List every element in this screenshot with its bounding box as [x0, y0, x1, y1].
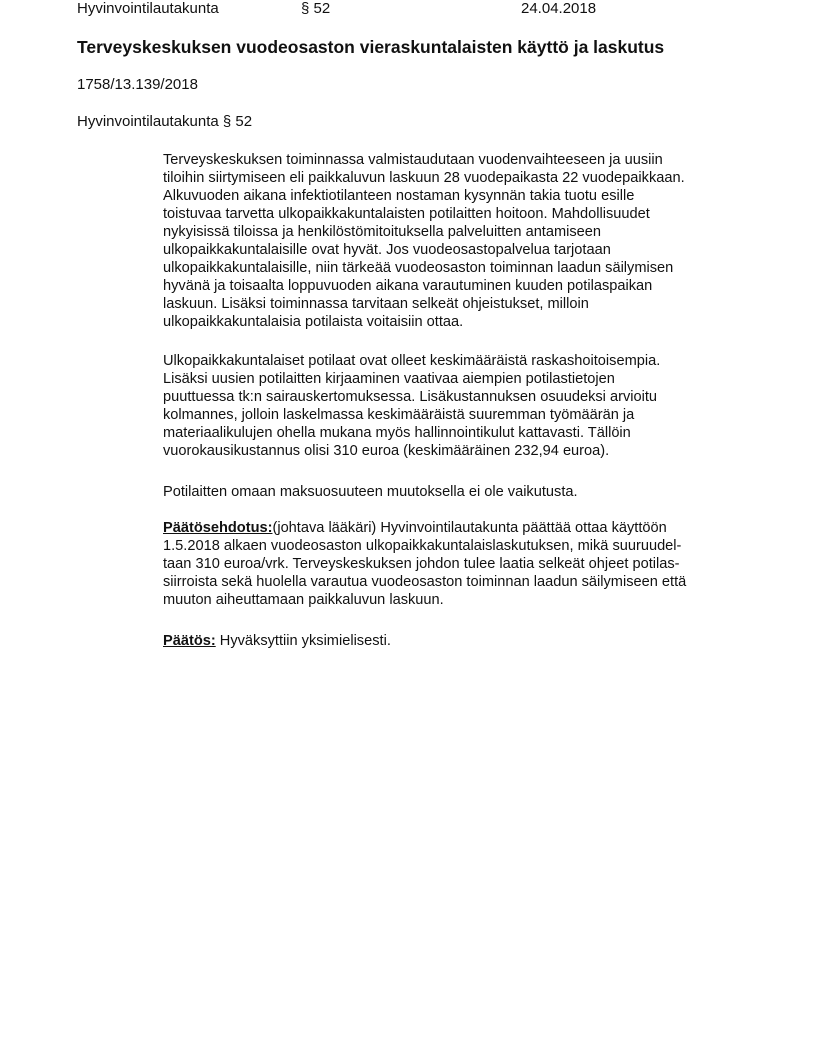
proposal-text: (johtava lääkäri) Hyvinvointilautakunta päättää ottaa käyttöön: [272, 520, 667, 536]
text-line: kolmannes, jolloin laskelmassa keskimääräistä suuremman työmäärän ja: [163, 407, 635, 423]
proposal-label: Päätösehdotus:: [163, 520, 273, 536]
text-line: vuorokausikustannus olisi 310 euroa (keskimääräinen 232,94 euroa).: [163, 443, 610, 459]
decision-paragraph: [163, 632, 391, 650]
paragraph-3: [163, 483, 578, 501]
reference-number: 1758/13.139/2018: [77, 76, 198, 93]
text-line: ulkopaikkakuntalaisia potilaista voitaisiin ottaa.: [163, 314, 464, 330]
text-line: tiloihin siirtymiseen eli paikkaluvun laskuun 28 vuodepaikasta 22 vuodepaikkaan.: [163, 170, 685, 186]
paragraph-2: [163, 352, 660, 460]
text-line: Ulkopaikkakuntalaiset potilaat ovat olleet keskimääräistä raskashoitoisempia.: [163, 353, 661, 369]
text-line: ulkopaikkakuntalaisille, niin tärkeää vuodeosaston toiminnan laadun säilymisen: [163, 260, 674, 276]
text-line: hyvänä ja toisaalta loppuvuoden aikana varautuminen kuuden potilaspaikan: [163, 278, 653, 294]
text-line: Potilaitten omaan maksuosuuteen muutoksella ei ole vaikutusta.: [163, 484, 578, 500]
text-line: Alkuvuoden aikana infektiotilanteen nostaman kysynnän takia tuotu esille: [163, 188, 635, 204]
decision-text: Hyväksyttiin yksimielisesti.: [215, 633, 391, 649]
header-committee: Hyvinvointilautakunta: [77, 0, 219, 17]
text-line: puuttuessa tk:n sairauskertomuksessa. Lisäkustannuksen osuudeksi arvioitu: [163, 389, 658, 405]
text-line: nykyisissä tiloissa ja henkilöstömitoituksella palveluitten antamiseen: [163, 224, 602, 240]
text-line: toistuvaa tarvetta ulkopaikkakuntalaisten potilaitten hoitoon. Mahdollisuudet: [163, 206, 650, 222]
text-line: Lisäksi uusien potilaitten kirjaaminen vaativaa aiempien potilastietojen: [163, 371, 615, 387]
header-section: § 52: [301, 0, 331, 17]
text-line: taan 310 euroa/vrk. Terveyskeskuksen johdon tulee laatia selkeät ohjeet potilas-: [163, 556, 680, 572]
text-line: muuton aiheuttamaan paikkaluvun laskuun.: [163, 592, 444, 608]
decision-label: Päätös:: [163, 633, 216, 649]
text-line: laskuun. Lisäksi toiminnassa tarvitaan selkeät ohjeistukset, milloin: [163, 296, 589, 312]
text-line: Terveyskeskuksen toiminnassa valmistaudutaan vuodenvaihteeseen ja uusiin: [163, 152, 663, 168]
text-line: siirroista sekä huolella varautua vuodeosaston toiminnan laadun säilymiseen että: [163, 574, 687, 590]
text-line: materiaalikulujen ohella mukana myös hallinnointikulut kattavasti. Tällöin: [163, 425, 631, 441]
text-line: 1.5.2018 alkaen vuodeosaston ulkopaikkakuntalaislaskutuksen, mikä suuruudel-: [163, 538, 682, 554]
proposal-paragraph: [163, 519, 686, 609]
header-date: 24.04.2018: [521, 0, 597, 17]
text-line: [163, 519, 686, 537]
text-line: ulkopaikkakuntalaisille ovat hyvät. Jos vuodeosastopalvelua tarjotaan: [163, 242, 611, 258]
paragraph-1: [163, 151, 685, 331]
subheading: Hyvinvointilautakunta § 52: [77, 113, 253, 130]
document-title: Terveyskeskuksen vuodeosaston vieraskuntalaisten käyttö ja laskutus: [77, 37, 665, 57]
